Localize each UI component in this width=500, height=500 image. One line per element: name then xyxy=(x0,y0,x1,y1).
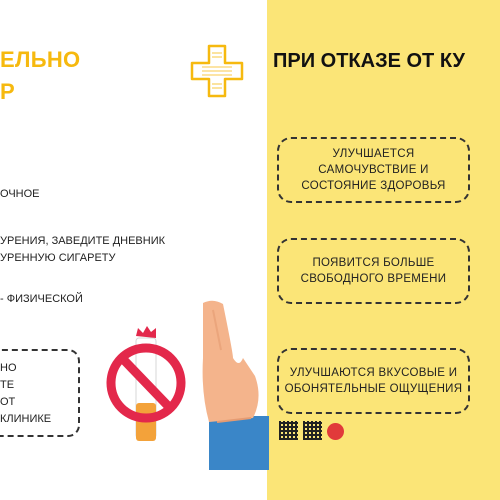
qr-code-icon-2 xyxy=(303,421,322,440)
benefit-card-3 xyxy=(277,348,470,414)
benefit-card-1 xyxy=(277,137,470,203)
right-panel xyxy=(267,0,500,500)
right-title: ПРИ ОТКАЗЕ ОТ КУ xyxy=(273,50,465,72)
qr-code-icon xyxy=(279,421,298,440)
benefit-text-3: УЛУЧШАЮТСЯ ВКУСОВЫЕ И ОБОНЯТЕЛЬНЫЕ ОЩУЩЕНИЯ xyxy=(284,367,463,395)
tip-text-3: - ФИЗИЧЕСКОЙ xyxy=(0,293,83,305)
no-smoking-stop-illustration xyxy=(105,298,270,470)
clinic-note-text: НО ТЕ ОТ КЛИНИКЕ xyxy=(0,362,52,425)
stop-hand-icon xyxy=(203,301,269,470)
tip-text-1: ОЧНОЕ xyxy=(0,188,40,200)
benefit-text-2: ПОЯВИТСЯ БОЛЬШЕ СВОБОДНОГО ВРЕМЕНИ xyxy=(300,257,447,285)
benefit-text-1: УЛУЧШАЕТСЯ САМОЧУВСТВИЕ И СОСТОЯНИЕ ЗДОРОВЬЯ xyxy=(301,148,446,192)
left-title: ЕЛЬНО Р xyxy=(0,47,81,104)
benefit-card-2 xyxy=(277,238,470,304)
brand-logo-icon xyxy=(327,423,344,440)
plus-cross-logo-icon xyxy=(190,44,244,98)
no-smoking-icon xyxy=(111,326,181,441)
tip-text-2: УРЕНИЯ, ЗАВЕДИТЕ ДНЕВНИК УРЕННУЮ СИГАРЕТУ xyxy=(0,235,166,264)
